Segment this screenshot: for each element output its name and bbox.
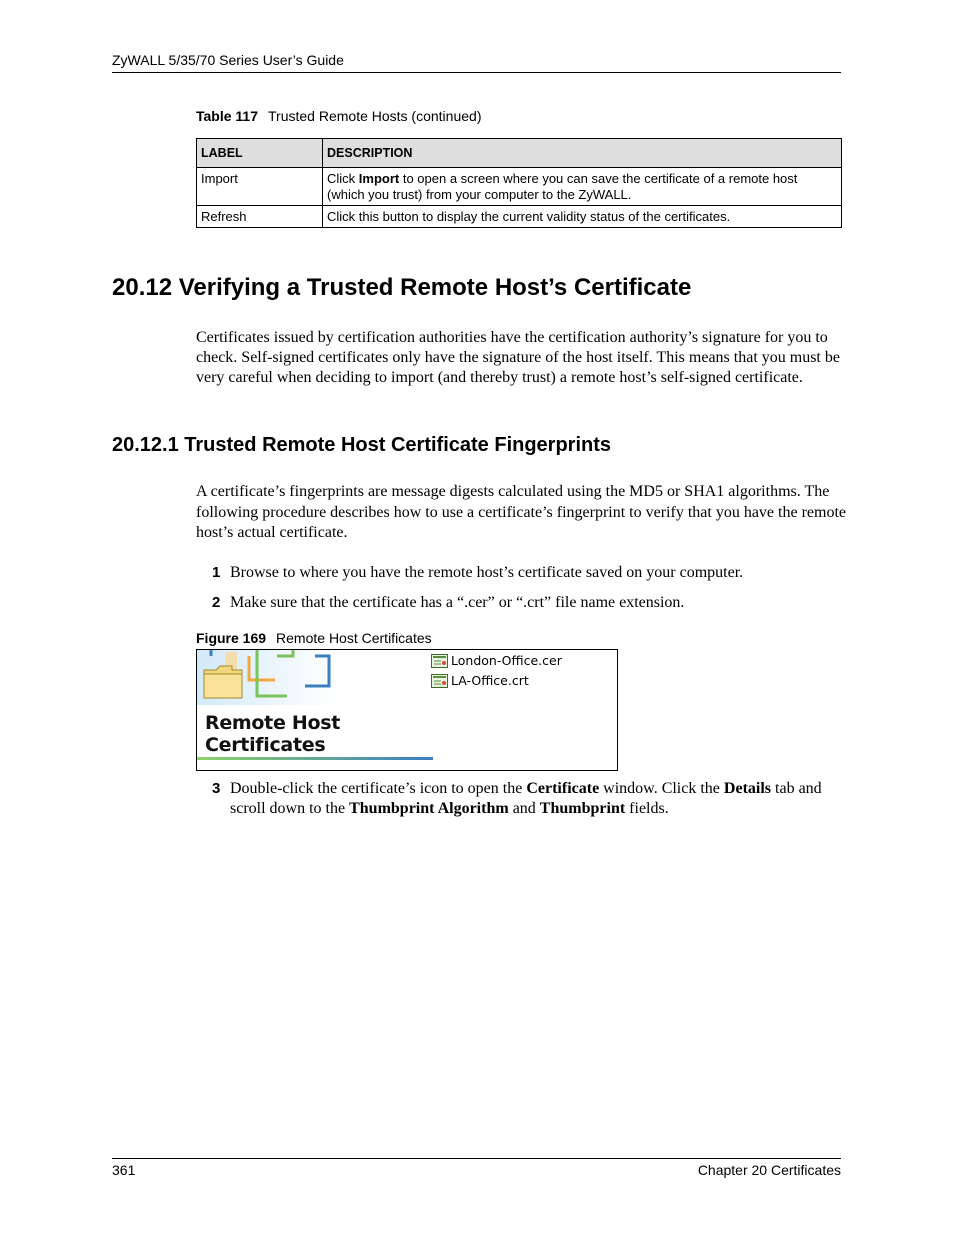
row-label-refresh: Refresh [197,206,323,228]
step-1 [196,563,846,583]
trusted-remote-hosts-table [196,138,842,228]
row-label-import: Import [197,168,323,206]
header-rule [112,72,841,73]
certificate-file-la[interactable] [431,673,529,688]
step-number: 2 [212,594,221,611]
column-header-description: DESCRIPTION [323,139,842,168]
table-caption-number: Table 117 [196,108,259,124]
page-number: 361 [112,1162,136,1178]
step-number: 3 [212,780,221,797]
subsection-heading: 20.12.1 Trusted Remote Host Certificate Fingerprints [112,434,612,456]
remote-host-certificates-figure [196,649,618,771]
certificate-file-icon [431,674,448,688]
running-header: ZyWALL 5/35/70 Series User’s Guide [112,52,344,68]
footer-rule [112,1158,841,1159]
step-text: Double-click the certificate’s icon to open the Certificate window. Click the Details tab and scroll down to the Thumbprint Algorithm and Thumbprint fields. [230,780,822,817]
certificate-file-icon [431,654,448,668]
figure-title-line2: Certificates [205,734,326,756]
step-number: 1 [212,564,221,581]
certificate-file-name: LA-Office.crt [451,673,529,688]
table-row [197,206,842,228]
column-header-label: LABEL [197,139,323,168]
table-caption-text: Trusted Remote Hosts (continued) [268,108,482,124]
step-text: Browse to where you have the remote host’s certificate saved on your computer. [230,564,744,581]
section-heading: 20.12 Verifying a Trusted Remote Host’s Certificate [112,274,692,301]
row-description-import: Click Import to open a screen where you can save the certificate of a remote host (which you trust) from your computer to the ZyWALL. [323,168,842,206]
certificate-file-london[interactable] [431,653,562,668]
figure-title-line1: Remote Host [205,712,340,734]
section-paragraph: Certificates issued by certification authorities have the certification authority’s signature for you to check. Self-signed certificates only have the signature of the host itself. This means that you must be very careful when deciding to import (and thereby trust) a remote host’s self-signed certificate. [196,329,840,386]
row-description-refresh: Click this button to display the current validity status of the certificates. [323,206,842,228]
folder-icon [202,662,246,702]
step-text: Make sure that the certificate has a “.cer” or “.crt” file name extension. [230,594,685,611]
subsection-paragraph: A certificate’s fingerprints are message digests calculated using the MD5 or SHA1 algorithms. The following procedure describes how to use a certificate’s fingerprint to verify that you have the remote host’s actual certificate. [196,483,846,541]
chapter-title: Chapter 20 Certificates [697,1162,841,1178]
table-caption [196,108,481,124]
table-row [197,168,842,206]
table-header-row [197,139,842,168]
figure-caption-text: Remote Host Certificates [276,630,432,646]
certificate-file-name: London-Office.cer [451,653,562,668]
figure-caption [196,630,432,646]
figure-caption-number: Figure 169 [196,630,267,646]
step-2 [196,593,846,613]
step-3 [196,779,846,819]
